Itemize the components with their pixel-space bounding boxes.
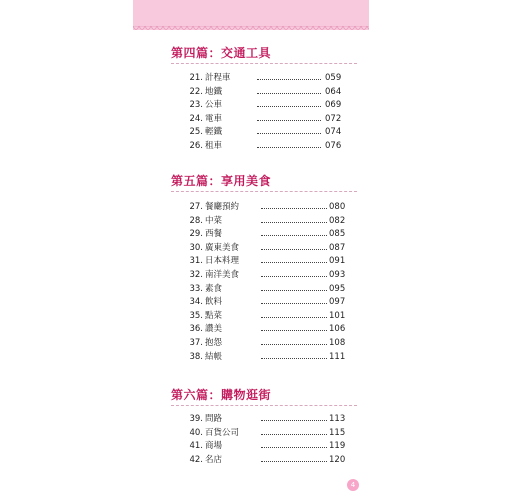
entry-page-number: 076 [325,141,342,151]
toc-entry[interactable] [181,215,361,228]
dot-leader [261,303,327,304]
entry-label: 素食 [205,283,223,294]
toc-entry[interactable] [181,113,361,126]
entry-page-number: 115 [329,427,346,438]
dot-leader [257,93,321,94]
section-heading: 第六篇：購物逛街 [171,388,272,402]
toc-entry[interactable] [181,269,361,282]
toc-entry[interactable] [181,201,361,214]
entry-page-number: 101 [329,310,346,321]
entry-label: 飲料 [205,297,223,308]
toc-entry[interactable] [181,413,361,426]
entry-page-number: 080 [329,202,346,212]
entry-label: 廣東美食 [205,242,240,253]
entry-label: 餐廳預約 [205,202,240,212]
entry-number: 32. [189,270,203,280]
entry-number: 41. [189,441,203,452]
toc-entry[interactable] [181,351,361,364]
pink-header-banner [133,0,369,30]
entry-label: 租車 [205,141,223,151]
entry-label: 西餐 [205,229,223,240]
entry-page-number: 082 [329,215,346,226]
entry-number: 24. [189,113,203,124]
dot-leader [257,79,321,80]
toc-entry[interactable] [181,337,361,350]
entry-label: 日本料理 [205,256,240,267]
entry-number: 29. [189,229,203,240]
entry-label: 名店 [205,454,223,465]
entry-label: 輕鐵 [205,127,223,138]
section-heading: 第四篇：交通工具 [171,46,272,60]
entry-number: 39. [189,414,203,424]
dot-leader [261,317,327,318]
entry-label: 地鐵 [205,86,223,97]
toc-entry[interactable] [181,86,361,99]
entry-page-number: 087 [329,242,346,253]
dot-leader [261,344,327,345]
toc-entry[interactable] [181,323,361,336]
entry-page-number: 120 [329,454,346,465]
entry-number: 27. [189,202,203,212]
dot-leader [261,420,327,421]
entry-page-number: 093 [329,270,346,280]
entry-number: 23. [189,100,203,111]
entry-number: 22. [189,86,203,97]
entry-page-number: 064 [325,86,342,97]
dot-leader [261,447,327,448]
entry-label: 電車 [205,113,223,124]
entry-number: 34. [189,297,203,308]
entry-number: 40. [189,427,203,438]
entry-label: 點菜 [205,310,223,321]
entry-number: 37. [189,338,203,348]
entry-page-number: 113 [329,414,346,424]
entry-page-number: 085 [329,229,346,240]
dot-leader [261,222,327,223]
dot-leader [261,330,327,331]
entry-label: 中菜 [205,215,223,226]
toc-entry[interactable] [181,72,361,85]
entry-page-number: 108 [329,338,346,348]
entry-number: 25. [189,127,203,138]
toc-entry[interactable] [181,454,361,467]
entry-label: 讚美 [205,324,223,335]
toc-page [133,0,369,500]
entry-number: 35. [189,310,203,321]
dot-leader [261,249,327,250]
entry-number: 30. [189,242,203,253]
entry-label: 公車 [205,100,223,111]
section-heading: 第五篇：享用美食 [171,174,272,188]
entry-label: 計程車 [205,73,231,83]
entry-page-number: 111 [329,351,346,362]
toc-entry[interactable] [181,99,361,112]
dot-leader [257,147,321,148]
entry-page-number: 097 [329,297,346,308]
dot-leader [261,235,327,236]
wave-edge [133,26,369,34]
page-number-badge: 4 [347,479,359,491]
dot-leader [261,461,327,462]
toc-entry[interactable] [181,296,361,309]
dot-leader [261,290,327,291]
dot-leader [261,434,327,435]
entry-number: 26. [189,141,203,151]
toc-entry[interactable] [181,440,361,453]
toc-entry[interactable] [181,126,361,139]
entry-number: 36. [189,324,203,335]
entry-label: 南洋美食 [205,270,240,280]
toc-entry[interactable] [181,427,361,440]
entry-number: 21. [189,73,203,83]
entry-number: 28. [189,215,203,226]
toc-entry[interactable] [181,310,361,323]
dot-leader [257,133,321,134]
entry-number: 31. [189,256,203,267]
entry-number: 33. [189,283,203,294]
dot-leader [261,208,327,209]
toc-entry[interactable] [181,242,361,255]
dot-leader [261,358,327,359]
entry-label: 商場 [205,441,223,452]
section-divider [171,63,357,64]
entry-label: 問路 [205,414,223,424]
toc-entry[interactable] [181,140,361,153]
toc-entry[interactable] [181,228,361,241]
dot-leader [257,106,321,107]
entry-label: 抱怨 [205,338,223,348]
section-divider [171,191,357,192]
entry-page-number: 059 [325,73,342,83]
entry-page-number: 069 [325,100,342,111]
entry-number: 42. [189,454,203,465]
section-divider [171,405,357,406]
entry-number: 38. [189,351,203,362]
entry-page-number: 091 [329,256,346,267]
entry-label: 百貨公司 [205,427,240,438]
dot-leader [257,120,321,121]
entry-page-number: 106 [329,324,346,335]
entry-label: 結帳 [205,351,223,362]
entry-page-number: 072 [325,113,342,124]
dot-leader [261,276,327,277]
toc-entry[interactable] [181,283,361,296]
toc-entry[interactable] [181,255,361,268]
dot-leader [261,262,327,263]
entry-page-number: 074 [325,127,342,138]
entry-page-number: 119 [329,441,346,452]
entry-page-number: 095 [329,283,346,294]
